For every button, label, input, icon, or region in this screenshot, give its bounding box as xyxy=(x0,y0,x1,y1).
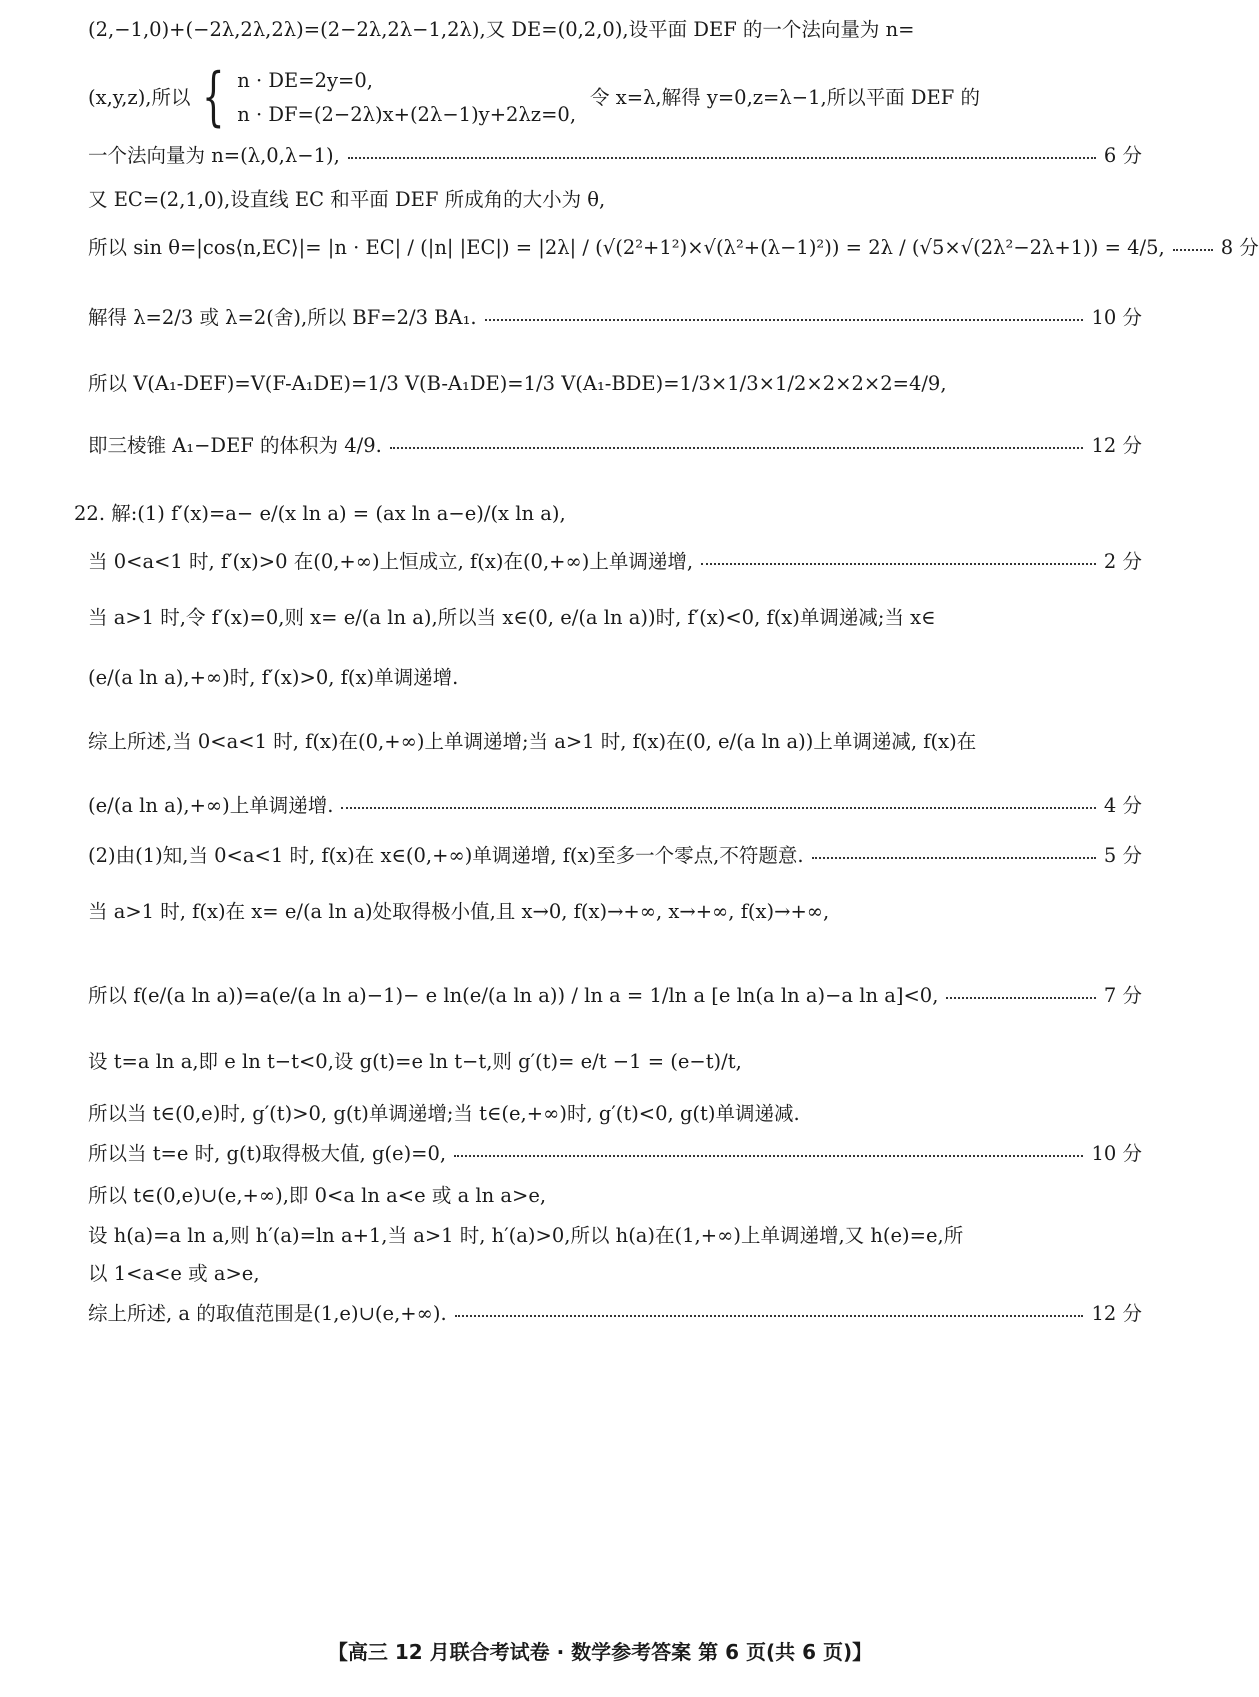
score-label: 6 分 xyxy=(1103,144,1142,167)
leader-dots xyxy=(455,1315,1084,1317)
leader-dots xyxy=(390,447,1084,449)
q22-line-2-text: 当 0<a<1 时, f′(x)>0 在(0,+∞)上恒成立, f(x)在(0,+∞)上单调递增, xyxy=(88,550,694,573)
score-label: 4 分 xyxy=(1103,794,1142,817)
score-label: 10 分 xyxy=(1091,306,1142,329)
q21-line-8-text: 即三棱锥 A₁−DEF 的体积为 4/9. xyxy=(88,434,382,457)
q21-line-3 xyxy=(88,142,1142,170)
q22-line-2 xyxy=(88,548,1142,576)
q22-line-14: 设 h(a)=a ln a,则 h′(a)=ln a+1,当 a>1 时, h′(a)>0,所以 h(a)在(1,+∞)上单调递增,又 h(e)=e,所 xyxy=(88,1224,964,1247)
leader-dots xyxy=(812,857,1096,859)
q22-line-1: 22. 解:(1) f′(x)=a− e/(x ln a) = (ax ln a−e)/(x ln a), xyxy=(74,502,566,525)
leader-dots xyxy=(701,563,1096,565)
q22-line-4: (e/(a ln a),+∞)时, f′(x)>0, f(x)单调递增. xyxy=(88,666,459,689)
leader-dots xyxy=(454,1155,1083,1157)
score-label: 12 分 xyxy=(1091,1302,1142,1325)
left-brace-icon: { xyxy=(201,60,225,135)
q21-system-row xyxy=(88,58,1142,138)
q22-line-15: 以 1<a<e 或 a>e, xyxy=(88,1262,260,1285)
q22-line-3: 当 a>1 时,令 f′(x)=0,则 x= e/(a ln a),所以当 x∈(0, e/(a ln a))时, f′(x)<0, f(x)单调递减;当 x∈ xyxy=(88,606,936,629)
q21-line-5 xyxy=(88,234,1259,262)
q22-line-7-text: (2)由(1)知,当 0<a<1 时, f(x)在 x∈(0,+∞)单调递增, f(x)至多一个零点,不符题意. xyxy=(88,844,804,867)
q21-line-3-text: 一个法向量为 n=(λ,0,λ−1), xyxy=(88,144,340,167)
leader-dots xyxy=(1173,249,1213,251)
score-label: 2 分 xyxy=(1103,550,1142,573)
q21-line-2a: (x,y,z),所以 xyxy=(88,86,191,109)
q22-line-6-text: (e/(a ln a),+∞)上单调递增. xyxy=(88,794,334,817)
q22-line-13: 所以 t∈(0,e)∪(e,+∞),即 0<a ln a<e 或 a ln a>e, xyxy=(88,1184,547,1207)
leader-dots xyxy=(946,997,1095,999)
q21-line-8 xyxy=(88,432,1142,460)
page-footer: 【高三 12 月联合考试卷 · 数学参考答案 第 6 页(共 6 页)】 xyxy=(327,1640,873,1664)
q22-line-12-text: 所以当 t=e 时, g(t)取得极大值, g(e)=0, xyxy=(88,1142,447,1165)
score-label: 10 分 xyxy=(1091,1142,1142,1165)
q22-line-6 xyxy=(88,792,1142,820)
q22-line-12 xyxy=(88,1140,1142,1168)
q22-line-7 xyxy=(88,842,1142,870)
q22-line-9-text: 所以 f(e/(a ln a))=a(e/(a ln a)−1)− e ln(e/(a ln a)) / ln a = 1/ln a [e ln(a ln a)−a ln a]<0, xyxy=(88,984,939,1007)
score-label: 8 分 xyxy=(1220,236,1259,259)
q22-line-10: 设 t=a ln a,即 e ln t−t<0,设 g(t)=e ln t−t,则 g′(t)= e/t −1 = (e−t)/t, xyxy=(88,1050,742,1073)
q22-line-16-text: 综上所述, a 的取值范围是(1,e)∪(e,+∞). xyxy=(88,1302,447,1325)
q21-line-2b: 令 x=λ,解得 y=0,z=λ−1,所以平面 DEF 的 xyxy=(590,86,980,109)
leader-dots xyxy=(341,807,1095,809)
q22-line-11: 所以当 t∈(0,e)时, g′(t)>0, g(t)单调递增;当 t∈(e,+∞)时, g′(t)<0, g(t)单调递减. xyxy=(88,1102,800,1125)
q22-line-5: 综上所述,当 0<a<1 时, f(x)在(0,+∞)上单调递增;当 a>1 时, f(x)在(0, e/(a ln a))上单调递减, f(x)在 xyxy=(88,730,977,753)
system-eq-2: n · DF=(2−2λ)x+(2λ−1)y+2λz=0, xyxy=(237,103,577,126)
equation-system xyxy=(191,60,577,135)
score-label: 7 分 xyxy=(1103,984,1142,1007)
leader-dots xyxy=(485,319,1084,321)
q22-line-9 xyxy=(88,982,1142,1010)
q22-line-16 xyxy=(88,1300,1142,1328)
q21-line-1: (2,−1,0)+(−2λ,2λ,2λ)=(2−2λ,2λ−1,2λ),又 DE=(0,2,0),设平面 DEF 的一个法向量为 n= xyxy=(88,18,915,41)
q21-line-5-text: 所以 sin θ=|cos⟨n,EC⟩|= |n · EC| / (|n| |EC|) = |2λ| / (√(2²+1²)×√(λ²+(λ−1)²)) = 2λ / (√5×√(2λ²−2λ+1)) = 4/5, xyxy=(88,236,1165,259)
q21-line-6 xyxy=(88,304,1142,332)
score-label: 5 分 xyxy=(1103,844,1142,867)
q21-line-6-text: 解得 λ=2/3 或 λ=2(舍),所以 BF=2/3 BA₁. xyxy=(88,306,477,329)
q21-line-4: 又 EC=(2,1,0),设直线 EC 和平面 DEF 所成角的大小为 θ, xyxy=(88,188,606,211)
system-eq-1: n · DE=2y=0, xyxy=(237,69,373,92)
leader-dots xyxy=(348,157,1096,159)
q21-line-7: 所以 V(A₁-DEF)=V(F-A₁DE)=1/3 V(B-A₁DE)=1/3 V(A₁-BDE)=1/3×1/3×1/2×2×2×2=4/9, xyxy=(88,372,947,395)
q22-line-8: 当 a>1 时, f(x)在 x= e/(a ln a)处取得极小值,且 x→0, f(x)→+∞, x→+∞, f(x)→+∞, xyxy=(88,900,830,923)
score-label: 12 分 xyxy=(1091,434,1142,457)
